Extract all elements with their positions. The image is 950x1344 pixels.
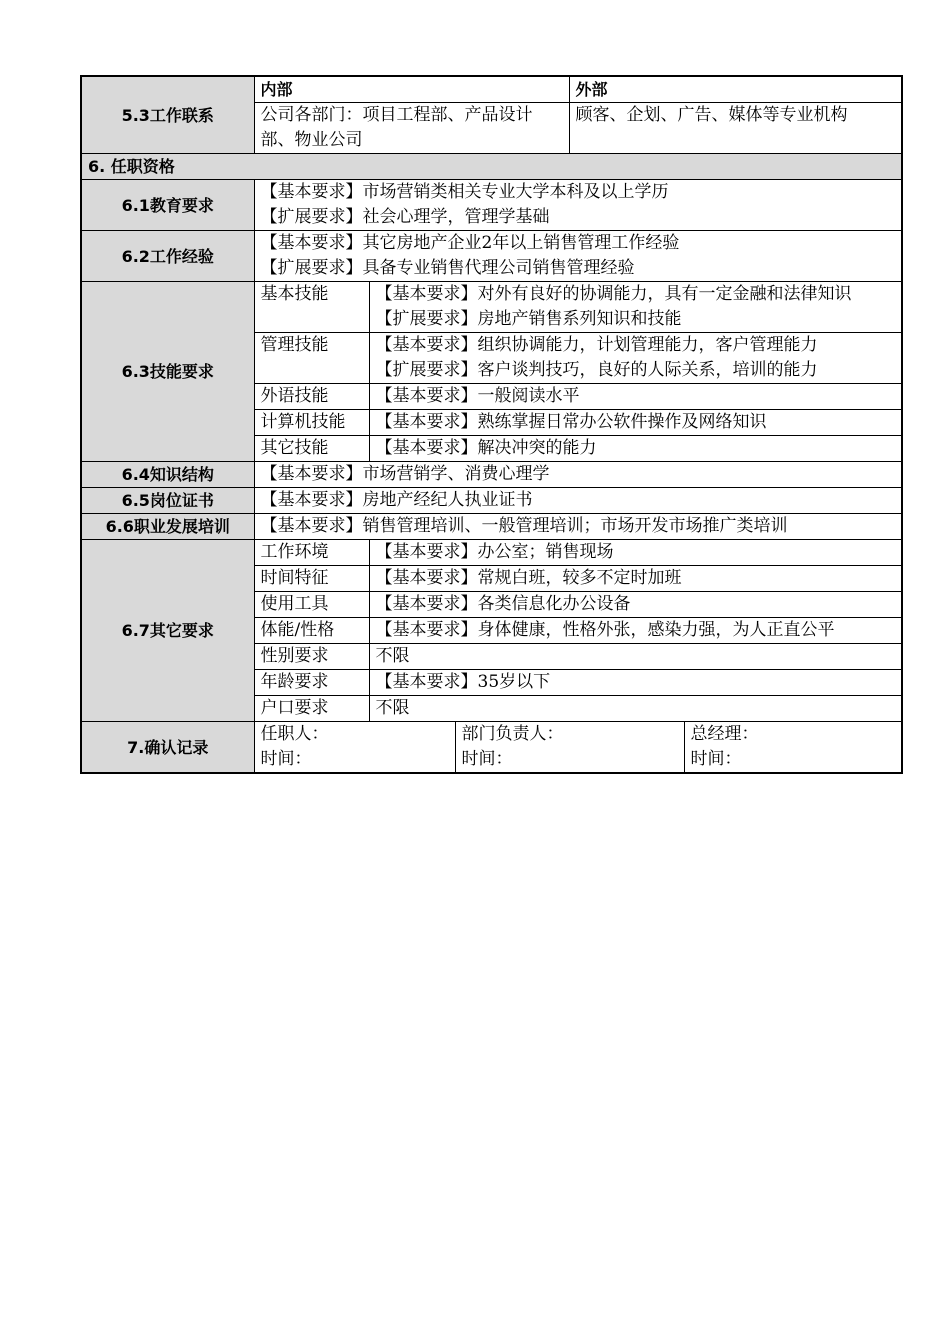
employee-time-label: 时间： [260, 749, 312, 769]
dept-head-signature [455, 722, 684, 774]
req-value: 【基本要求】办公室；销售现场 [369, 540, 902, 566]
skill-name: 外语技能 [254, 384, 369, 410]
value-6-4: 【基本要求】市场营销学、消费心理学 [254, 462, 902, 488]
text-line: 【基本要求】其它房地产企业2年以上销售管理工作经验 [260, 233, 680, 253]
skill-value: 【基本要求】熟练掌握日常办公软件操作及网络知识 [369, 410, 902, 436]
dept-head-time-label: 时间： [461, 749, 513, 769]
row-6-2 [81, 231, 902, 282]
label-6-1: 6.1教育要求 [81, 180, 254, 231]
text-line: 【扩展要求】具备专业销售代理公司销售管理经验 [260, 258, 635, 278]
internal-value: 公司各部门：项目工程部、产品设计部、物业公司 [254, 103, 569, 154]
req-name: 时间特征 [254, 566, 369, 592]
job-requirements-table [80, 75, 903, 774]
label-6-5: 6.5岗位证书 [81, 488, 254, 514]
req-name: 使用工具 [254, 592, 369, 618]
skill-name: 计算机技能 [254, 410, 369, 436]
external-value: 顾客、企划、广告、媒体等专业机构 [569, 103, 902, 154]
text-line: 【扩展要求】社会心理学，管理学基础 [260, 207, 550, 227]
req-value: 【基本要求】常规白班，较多不定时加班 [369, 566, 902, 592]
row-6-4 [81, 462, 902, 488]
gm-signature [684, 722, 902, 774]
req-name: 性别要求 [254, 644, 369, 670]
req-value: 【基本要求】身体健康，性格外张，感染力强，为人正直公平 [369, 618, 902, 644]
skill-value [369, 333, 902, 384]
skill-value: 【基本要求】一般阅读水平 [369, 384, 902, 410]
row-5-3-header [81, 76, 902, 103]
skill-name: 管理技能 [254, 333, 369, 384]
employee-signature [254, 722, 455, 774]
req-value: 不限 [369, 696, 902, 722]
row-6-section [81, 154, 902, 180]
req-name: 工作环境 [254, 540, 369, 566]
row-6-6 [81, 514, 902, 540]
label-7: 7.确认记录 [81, 722, 254, 774]
label-6-2: 6.2工作经验 [81, 231, 254, 282]
row-6-3-basic [81, 282, 902, 333]
label-6-6: 6.6职业发展培训 [81, 514, 254, 540]
section-6-title: 6. 任职资格 [81, 154, 902, 180]
value-6-6: 【基本要求】销售管理培训、一般管理培训；市场开发市场推广类培训 [254, 514, 902, 540]
text-line: 【扩展要求】客户谈判技巧，良好的人际关系，培训的能力 [375, 360, 818, 380]
skill-name: 基本技能 [254, 282, 369, 333]
value-6-1 [254, 180, 902, 231]
gm-time-label: 时间： [690, 749, 742, 769]
row-7 [81, 722, 902, 774]
req-value: 【基本要求】各类信息化办公设备 [369, 592, 902, 618]
skill-value [369, 282, 902, 333]
label-6-4: 6.4知识结构 [81, 462, 254, 488]
label-5-3: 5.3工作联系 [81, 76, 254, 154]
req-name: 户口要求 [254, 696, 369, 722]
row-6-7-environment [81, 540, 902, 566]
row-6-1 [81, 180, 902, 231]
req-value: 【基本要求】35岁以下 [369, 670, 902, 696]
req-name: 年龄要求 [254, 670, 369, 696]
dept-head-label: 部门负责人： [461, 724, 564, 744]
employee-label: 任职人： [260, 724, 329, 744]
text-line: 【基本要求】组织协调能力，计划管理能力，客户管理能力 [375, 335, 818, 355]
row-6-5 [81, 488, 902, 514]
text-line: 【基本要求】对外有良好的协调能力，具有一定金融和法律知识 [375, 284, 852, 304]
value-6-2 [254, 231, 902, 282]
text-line: 【扩展要求】房地产销售系列知识和技能 [375, 309, 682, 329]
external-header: 外部 [569, 76, 902, 103]
req-value: 不限 [369, 644, 902, 670]
req-name: 体能/性格 [254, 618, 369, 644]
skill-value: 【基本要求】解决冲突的能力 [369, 436, 902, 462]
label-6-7: 6.7其它要求 [81, 540, 254, 722]
text-line: 【基本要求】市场营销类相关专业大学本科及以上学历 [260, 182, 669, 202]
label-6-3: 6.3技能要求 [81, 282, 254, 462]
internal-header: 内部 [254, 76, 569, 103]
gm-label: 总经理： [690, 724, 759, 744]
value-6-5: 【基本要求】房地产经纪人执业证书 [254, 488, 902, 514]
skill-name: 其它技能 [254, 436, 369, 462]
